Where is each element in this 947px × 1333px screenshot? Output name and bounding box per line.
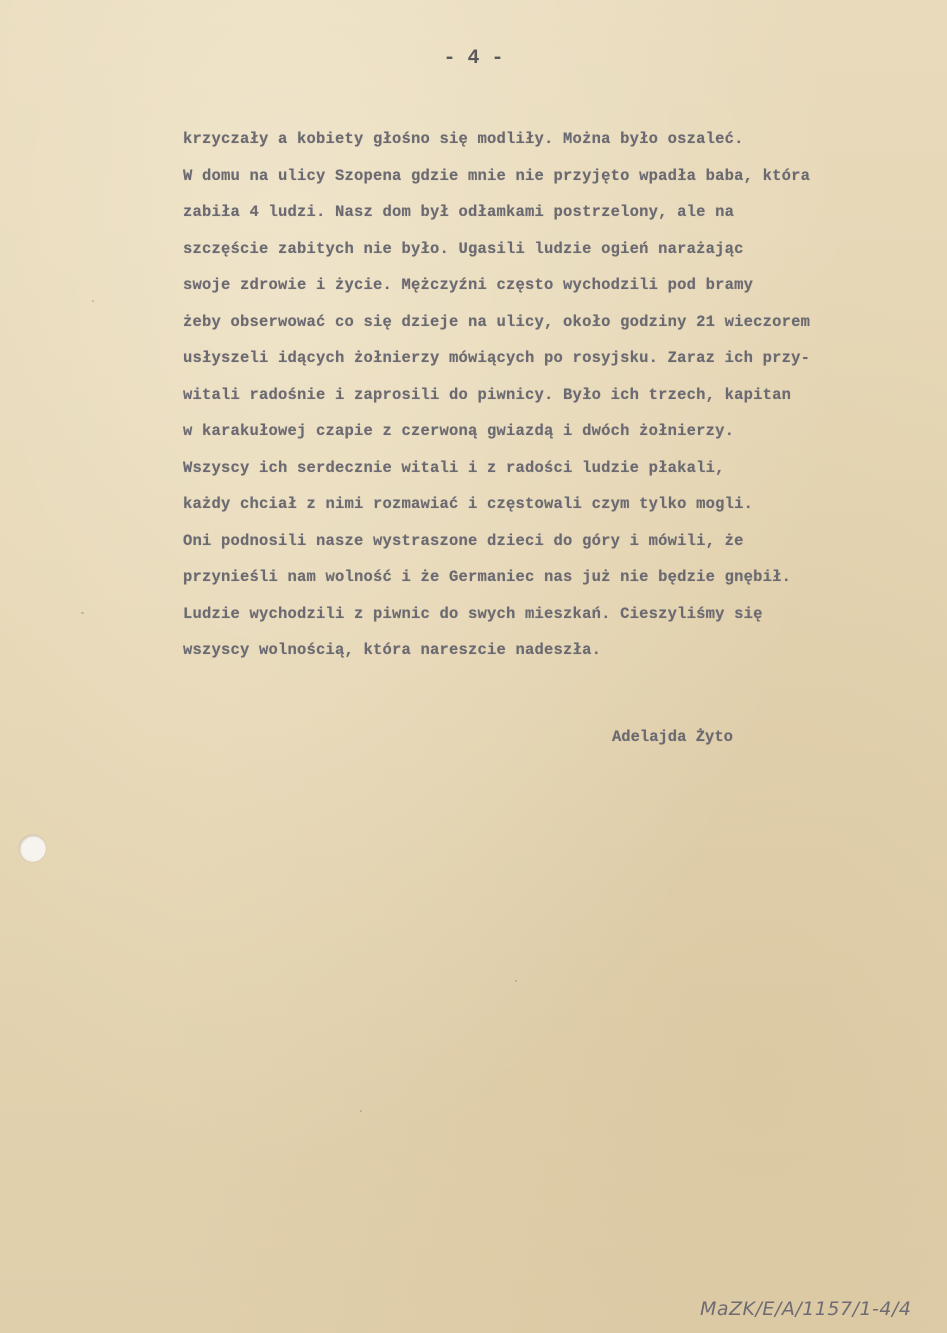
text-line: wszyscy wolnością, która nareszcie nadeszła.	[183, 641, 602, 659]
text-line: W domu na ulicy Szopena gdzie mnie nie przyjęto wpadła baba, która	[183, 166, 811, 185]
text-line: żeby obserwować co się dzieje na ulicy, około godziny 21 wieczorem	[183, 312, 811, 331]
paper-fleck	[81, 612, 84, 614]
text-line: szczęście zabitych nie było. Ugasili ludzie ogień narażając	[183, 239, 744, 258]
text-line: Wszyscy ich serdecznie witali i z radości ludzie płakali,	[183, 458, 725, 477]
text-line: w karakułowej czapie z czerwoną gwiazdą i dwóch żołnierzy.	[183, 422, 735, 440]
text-line: zabiła 4 ludzi. Nasz dom był odłamkami postrzelony, ale na	[183, 203, 735, 221]
letter-body	[183, 121, 943, 669]
text-line: Oni podnosili nasze wystraszone dzieci do góry i mówili, że	[183, 531, 744, 550]
text-line: Ludzie wychodzili z piwnic do swych mieszkań. Cieszyliśmy się	[183, 604, 763, 623]
page-number: - 4 -	[443, 47, 504, 70]
text-line: witali radośnie i zaprosili do piwnicy. Było ich trzech, kapitan	[183, 385, 792, 404]
paper-fleck	[515, 980, 517, 982]
paper-fleck	[92, 300, 94, 302]
text-line: każdy chciał z nimi rozmawiać i częstowali czym tylko mogli.	[183, 495, 754, 513]
archive-reference-mark: MaZK/E/A/1157/1-4/4	[700, 1298, 912, 1320]
text-line: krzyczały a kobiety głośno się modliły. Można było oszaleć.	[183, 130, 744, 148]
text-line: przynieśli nam wolność i że Germaniec nas już nie będzie gnębił.	[183, 568, 792, 586]
text-line: usłyszeli idących żołnierzy mówiących po rosyjsku. Zaraz ich przy-	[183, 349, 811, 367]
paper-fleck	[360, 1110, 362, 1112]
punch-hole	[19, 835, 46, 862]
signature: Adelajda Żyto	[612, 728, 733, 746]
text-line: swoje zdrowie i życie. Mężczyźni często wychodzili pod bramy	[183, 276, 754, 294]
